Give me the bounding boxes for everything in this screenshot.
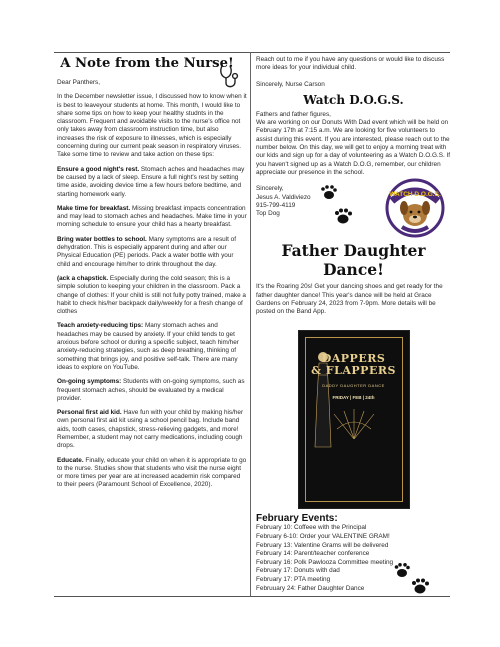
event-item: February 13: Valentine Grams will be delivered — [256, 541, 389, 549]
tip-educate — [57, 457, 247, 490]
dance-poster — [298, 330, 410, 509]
tip-body: Many symptoms are a result of dehydration. This is especially apparent during and after our Physical Education (PE) periods. Pack a water bottle with your child and encourage him/her to drink throughout the day. — [57, 235, 236, 268]
nurse-signoff: Sincerely, Nurse Carson — [256, 80, 325, 88]
top-rule — [54, 52, 450, 53]
paw-print-icon — [394, 563, 430, 597]
events-title: February Events: — [256, 513, 338, 525]
tip-chapstick — [57, 275, 247, 316]
poster-date: FRIDAY | FEB | 24th — [332, 395, 375, 401]
event-item: February 17: Donuts with dad — [256, 567, 340, 575]
tip-breakfast — [57, 205, 247, 230]
tip-head: Personal first aid kid. — [57, 409, 122, 417]
nurse-title: A Note from the Nurse! — [60, 56, 234, 71]
tip-head: Make time for breakfast. — [57, 204, 131, 212]
tip-body: Stomach aches and headaches may be caused by a lack of sleep. Ensure a full night's rest by setting time aside, avoiding device time a few hours before bedtime, and starting homework early. — [57, 165, 245, 198]
dance-title: Father Daughter Dance! — [281, 241, 426, 280]
tip-head: Bring water bottles to school. — [57, 235, 147, 243]
poster-subtitle: DADDY DAUGHTER DANCE — [322, 383, 385, 389]
tip-symptoms — [57, 378, 247, 403]
dogs-greeting: Fathers and father figures, — [256, 110, 331, 118]
tip-head: (ack a chapstick. — [57, 274, 109, 282]
tip-head: Educate. — [57, 456, 84, 464]
paw-print-icon — [320, 185, 354, 229]
nurse-column — [57, 56, 247, 490]
poster-title-line2: & FLAPPERS — [311, 364, 396, 378]
dogs-title: Watch D.O.G.S. — [303, 92, 404, 107]
tip-water — [57, 236, 247, 269]
art-deco-fan-icon — [329, 409, 379, 439]
nurse-intro: In the December newsletter issue, I discussed how to know when it is best to leaveyour students at home. This month, I would like to share some tips on how to keep your healthy studnts in the classroom. Frequent and avoidable visits to the nurse's office not only takes away from classroom instruction time, but also increases the risk of exposure to illnesses, which is especially concerning during our current peak season in respiratory viruses. Take some time to review and take action on these tips: — [57, 93, 247, 159]
badge-text: WATCH D.O.G.S. — [389, 191, 441, 199]
event-item: February 10: Coffeee with the Principal — [256, 524, 367, 532]
event-item: Februuary 24: Father Daughter Dance — [256, 584, 365, 592]
dogs-signature-block — [256, 185, 451, 235]
tip-body: Especially during the cold season; this is a simple solution to keeping your children in the classroom. Pack a change of clothes: If your child is still not fully potty trained, make a habit to check his/her backpack daily/weekly for a fresh change of clothes — [57, 274, 246, 316]
tip-body: Many stomach aches and headaches may be caused by anxiety. If your child tends to get anxious before school or during a specific subject, teach him/her anxiety-reducing strategies, such as deep breathing, thinking of something that brings joy, and positive self-talk. There are many ideas to explore on YouTube. — [57, 322, 239, 371]
tip-body: Students with on-going symptoms, such as frequent stomach aches, should be evaluated by a medical provider. — [57, 378, 245, 402]
nurse-greeting: Dear Panthers, — [57, 79, 100, 86]
poster-title — [299, 353, 409, 377]
tip-head: Ensure a good night's rest. — [57, 165, 140, 173]
bottom-rule — [54, 596, 450, 597]
dance-body: It's the Roaring 20s! Get your dancing shoes and get ready for the father daughter dance! This year's dance will be held at Grace Gardens on February 24, 2023 from 7-9pm. More details will be posted on the Band App. — [256, 283, 443, 316]
sign-line: Sincerely, — [256, 185, 284, 193]
event-item: February 14: Parent/teacher conference — [256, 550, 370, 558]
tip-body: Have fun with your child by making his/her own personal first aid kit using a school pencil bag. Include band aids, tooth cases, chapstick, stress-relieving gadgets, and more! Remember, a student may not carry medications, including cough drops. — [57, 409, 244, 450]
event-item: February 17: PTA meeting — [256, 576, 331, 584]
tip-anxiety — [57, 322, 247, 372]
sign-line: 915-799-4119 — [256, 201, 296, 209]
event-item: February 6-10: Order your VALENTINE GRAM! — [256, 533, 390, 541]
event-item: February 16: Polk Pawlooza Committee meeting — [256, 558, 394, 566]
column-divider — [250, 52, 251, 597]
tip-head: On-going symptoms: — [57, 378, 122, 386]
dogs-body: We are working on our Donuts With Dad event which will be held on February 17th at 7:15 a.m. We are looking for five volunteers to assist during this event. If you are interested, please reach out to the number below. On this day, we will get to enjoy a morning treat with our kids and sign up for a day of volunteering as a Watch D.O.G.S. If you haven't signed up as a Watch D.O.G, remember, our children appreciate our presence in the school. — [256, 119, 451, 176]
poster-title-line1: DAPPERS — [321, 352, 386, 366]
sign-line: Jesus A. Valdiviezo — [256, 193, 311, 201]
tip-sleep — [57, 166, 247, 199]
sign-line: Top Dog — [256, 210, 280, 218]
tip-first-aid — [57, 409, 247, 450]
right-column — [256, 56, 451, 593]
tip-head: Teach anxiety-reducing tips: — [57, 322, 144, 330]
watch-dogs-badge-logo — [384, 177, 446, 239]
tip-body: Missing breakfast impacts concentration and may lead to stomach aches and headaches. Make time in your morning schedule to ensure your child has a hearty breakfast. — [57, 204, 247, 229]
tip-body: Finally, educate your child on when it is appropriate to go to the nurse. Studies show that students who visit the nurse eight or more times per year are at increased academin risk compared to their peers (Paramount School of Excellence, 2020). — [57, 456, 247, 489]
nurse-closing: Reach out to me if you have any questions or would like to discuss more ideas for your individual child. — [256, 56, 445, 72]
